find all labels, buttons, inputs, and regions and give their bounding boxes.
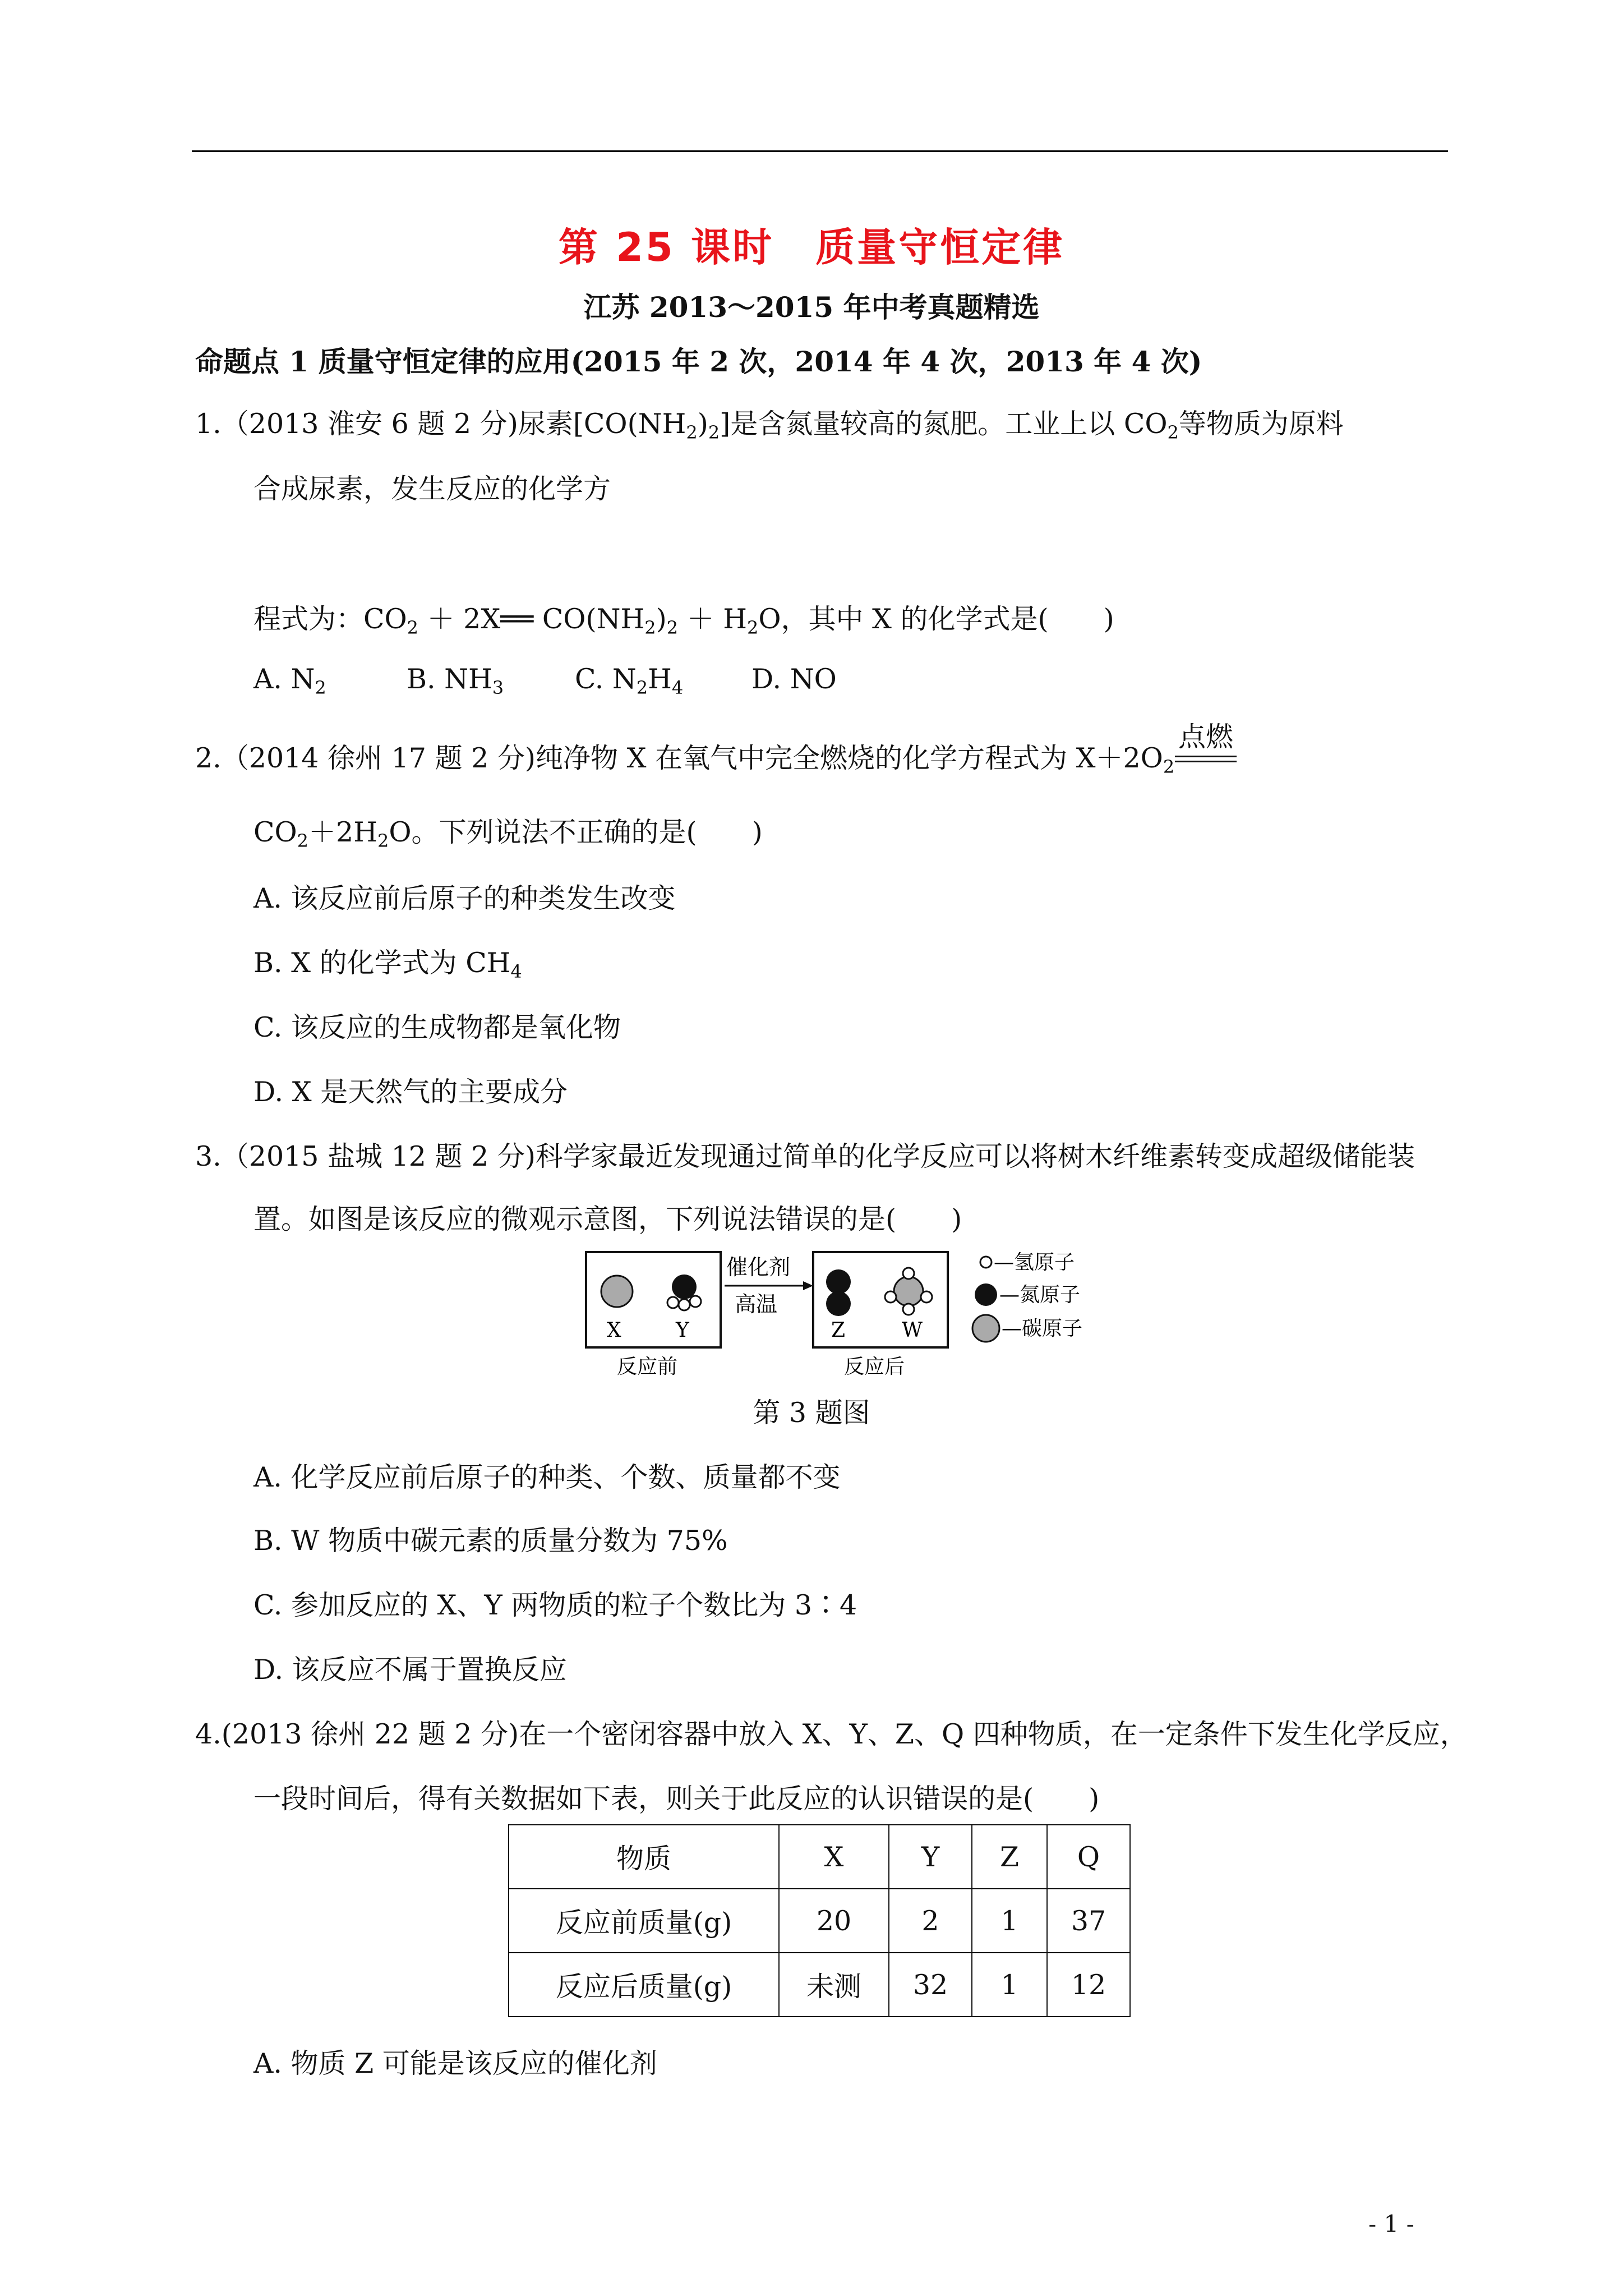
before-label: 反应前 xyxy=(617,1355,678,1378)
legend-hydrogen-icon xyxy=(980,1257,992,1268)
q1-line1: 1.（2013 淮安 6 题 2 分)尿素$[CO(NH_2)_2]$是含氮量较高的氮肥。工业上以 $CO_2$等物质为原料 xyxy=(195,408,1344,443)
q4-option-a: A. 物质 Z 可能是该反应的催化剂 xyxy=(253,2047,657,2079)
legend-nitrogen: —氮原子 xyxy=(999,1283,1081,1306)
legend-carbon: —碳原子 xyxy=(1002,1317,1083,1340)
table-cell: 12 xyxy=(1047,1953,1130,2017)
table-cell: 1 xyxy=(972,1889,1047,1953)
table-cell: 物质 xyxy=(509,1825,779,1889)
hydrogen-atom xyxy=(921,1291,932,1303)
q2-option-c: C. 该反应的生成物都是氧化物 xyxy=(253,1011,621,1043)
table-cell: 20 xyxy=(779,1889,889,1953)
table-cell: 1 xyxy=(972,1953,1047,2017)
table-cell: 未测 xyxy=(779,1953,889,2017)
table-cell: 反应后质量(g) xyxy=(509,1953,779,2017)
carbon-atom xyxy=(894,1277,923,1306)
q3-option-b: B. W 物质中碳元素的质量分数为 75% xyxy=(253,1525,728,1557)
q1-option-a: A. $N_2$ xyxy=(253,663,326,698)
q2-option-a: A. 该反应前后原子的种类发生改变 xyxy=(253,882,676,914)
section-heading: 命题点 1 质量守恒定律的应用(2015 年 2 次，2014 年 4 次，2013 年 4 次) xyxy=(195,345,1202,378)
arrow-temperature-label: 高温 xyxy=(735,1292,778,1317)
hydrogen-atom xyxy=(679,1299,690,1310)
legend-nitrogen-icon xyxy=(975,1283,997,1306)
q2-line1: 2.（2014 徐州 17 题 2 分)纯净物 X 在氧气中完全燃烧的化学方程式为 $X+2O_2$ xyxy=(195,742,1175,777)
q2-number: 2. xyxy=(195,742,222,774)
table-cell: 37 xyxy=(1047,1889,1130,1953)
after-label: 反应后 xyxy=(844,1355,905,1378)
nitrogen-atom xyxy=(826,1291,851,1316)
nitrogen-atom xyxy=(672,1274,697,1299)
legend-carbon-icon xyxy=(972,1315,999,1342)
label-x: X xyxy=(607,1319,621,1342)
q2-reaction-condition: 点燃 xyxy=(1175,715,1237,762)
arrow-head-icon xyxy=(803,1281,813,1290)
q4-line2: 一段时间后，得有关数据如下表，则关于此反应的认识错误的是( ) xyxy=(253,1783,1100,1815)
table-row xyxy=(509,1953,1130,2017)
q1-option-d: D. NO xyxy=(751,663,837,695)
q3-line1: 3.（2015 盐城 12 题 2 分)科学家最近发现通过简单的化学反应可以将树木纤维素转变成超级储能装 xyxy=(195,1140,1415,1172)
q1-source: （2013 淮安 6 题 2 分)尿素[CO(NH xyxy=(221,408,686,440)
q3-number: 3. xyxy=(195,1140,222,1172)
hydrogen-atom xyxy=(885,1291,896,1303)
q1-option-c: C. $N_2H_4$ xyxy=(575,663,684,698)
table-cell: 反应前质量(g) xyxy=(509,1889,779,1953)
label-w: W xyxy=(902,1319,923,1342)
page-subtitle: 江苏 2013～2015 年中考真题精选 xyxy=(583,291,1040,324)
q3-option-d: D. 该反应不属于置换反应 xyxy=(253,1654,567,1686)
hydrogen-atom xyxy=(690,1296,701,1307)
hydrogen-atom xyxy=(903,1304,914,1315)
header-rule xyxy=(192,150,1448,152)
hydrogen-atom xyxy=(903,1268,914,1279)
q2-line2: $CO_2+2H_2O$。下列说法不正确的是( ) xyxy=(253,816,763,852)
q3-line2: 置。如图是该反应的微观示意图，下列说法错误的是( ) xyxy=(253,1203,962,1235)
reaction-micro-diagram xyxy=(583,1245,1116,1380)
page-title: 第 25 课时 质量守恒定律 xyxy=(558,224,1065,270)
table-row xyxy=(509,1889,1130,1953)
page-number: - 1 - xyxy=(1368,2210,1414,2238)
table-cell: Y xyxy=(889,1825,972,1889)
table-cell: Z xyxy=(972,1825,1047,1889)
equals-line-2 xyxy=(1175,761,1237,762)
table-cell: 32 xyxy=(889,1953,972,2017)
q2-option-b: B. X 的化学式为 $CH_4$ xyxy=(253,947,522,982)
table-cell: X xyxy=(779,1825,889,1889)
arrow-catalyst-label: 催化剂 xyxy=(726,1255,791,1280)
q1-number: 1. xyxy=(195,408,222,440)
hydrogen-atom xyxy=(667,1297,679,1308)
q1-line2: 合成尿素，发生反应的化学方 xyxy=(253,473,611,505)
table-cell: Q xyxy=(1047,1825,1130,1889)
equals-line-1 xyxy=(1175,756,1237,757)
q2-option-d: D. X 是天然气的主要成分 xyxy=(253,1076,568,1108)
q4-line1: 4.(2013 徐州 22 题 2 分)在一个密闭容器中放入 X、Y、Z、Q 四种物质，在一定条件下发生化学反应， xyxy=(195,1718,1468,1750)
figure-caption: 第 3 题图 xyxy=(753,1397,870,1429)
q3-option-a: A. 化学反应前后原子的种类、个数、质量都不变 xyxy=(253,1461,841,1493)
mass-data-table xyxy=(508,1824,1131,2017)
label-y: Y xyxy=(676,1319,689,1342)
table-cell: 2 xyxy=(889,1889,972,1953)
table-header-row xyxy=(509,1825,1130,1889)
carbon-atom xyxy=(601,1276,633,1307)
nitrogen-atom xyxy=(826,1269,851,1294)
q1-option-b: B. $NH_3$ xyxy=(407,663,504,698)
q3-option-c: C. 参加反应的 X、Y 两物质的粒子个数比为 3∶4 xyxy=(253,1589,857,1621)
label-z: Z xyxy=(831,1319,846,1342)
q1-equation: 程式为：$CO_2$ ＋ 2X══ $CO(NH_2)_2 + H_2O$，其中 X 的化学式是( ) xyxy=(253,603,1114,638)
legend-hydrogen: —氢原子 xyxy=(994,1251,1075,1274)
